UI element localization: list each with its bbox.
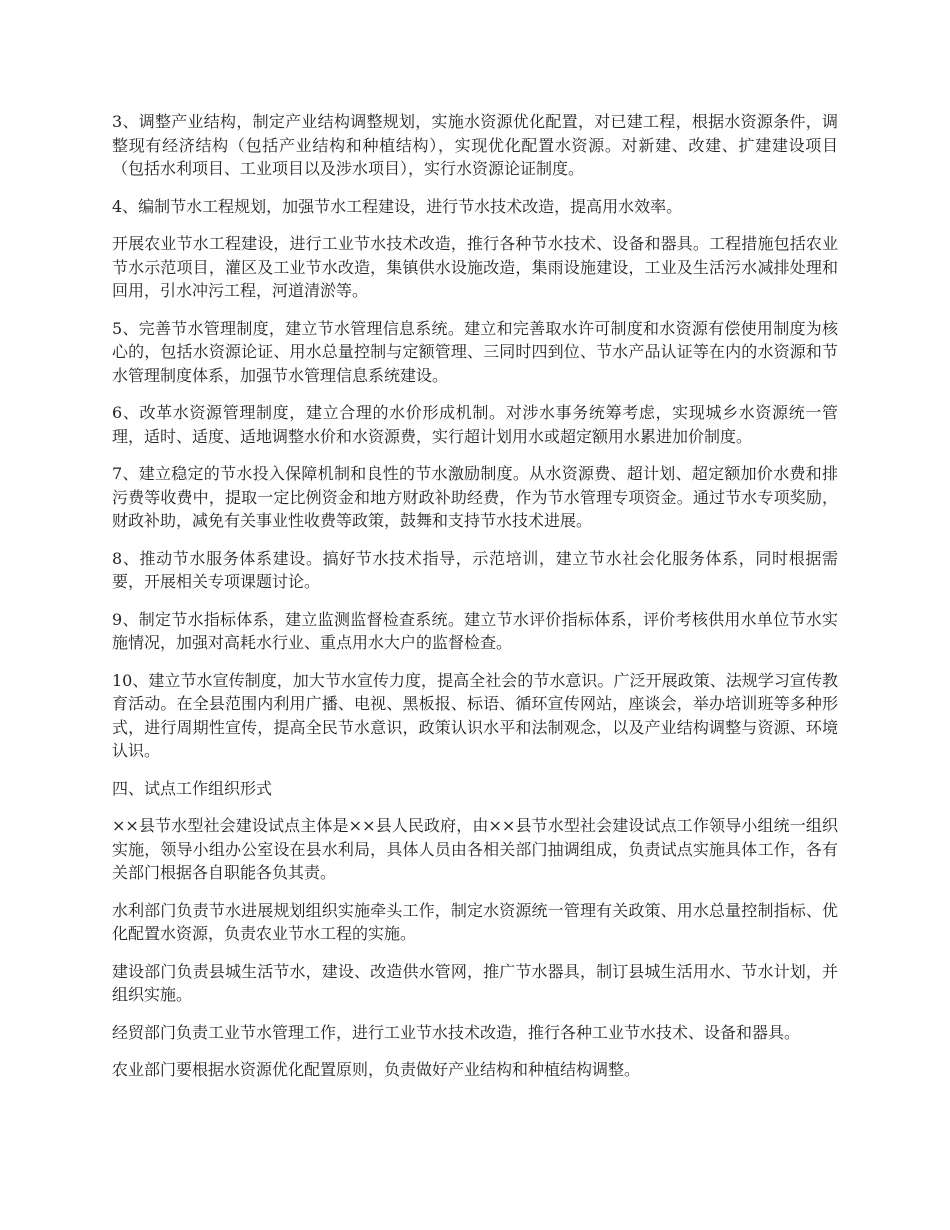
paragraph-water-conservancy-dept: 水利部门负责节水进展规划组织实施牵头工作，制定水资源统一管理有关政策、用水总量控制指标、优化配置水资源，负责农业节水工程的实施。 [112, 900, 838, 943]
section-heading-organization: 四、试点工作组织形式 [112, 778, 273, 798]
paragraph-economic-trade-dept: 经贸部门负责工业节水管理工作，进行工业节水技术改造，推行各种工业节水技术、设备和器具。 [112, 1022, 801, 1042]
paragraph-item-6-water-price: 6、改革水资源管理制度，建立合理的水价形成机制。对涉水事务统筹考虑，实现城乡水资源统一管理，适时、适度、适地调整水价和水资源费，实行超计划用水或超定额用水累进加价制度。 [112, 403, 838, 446]
paragraph-item-10-publicity: 10、建立节水宣传制度，加大节水宣传力度，提高全社会的节水意识。广泛开展政策、法规学习宣传教育活动。在全县范围内利用广播、电视、黑板报、标语、循环宣传网站，座谈会，举办培训班等多种形式，进行周期性宣传，提高全民节水意识，政策认识水平和法制观念，以及产业结构调整与资源、环境认识。 [112, 670, 838, 760]
paragraph-item-4-water-saving-engineering: 4、编制节水工程规划，加强节水工程建设，进行节水技术改造，提高用水效率。 [112, 196, 683, 216]
paragraph-construction-dept: 建设部门负责县城生活节水，建设、改造供水管网，推广节水器具，制订县城生活用水、节水计划，并组织实施。 [112, 961, 838, 1004]
paragraph-item-5-management-system: 5、完善节水管理制度，建立节水管理信息系统。建立和完善取水许可制度和水资源有偿使用制度为核心的，包括水资源论证、用水总量控制与定额管理、三同时四到位、节水产品认证等在内的水资源和节水管理制度体系，加强节水管理信息系统建设。 [112, 318, 838, 385]
paragraph-pilot-subject: ××县节水型社会建设试点主体是××县人民政府，由××县节水型社会建设试点工作领导小组统一组织实施，领导小组办公室设在县水利局，具体人员由各相关部门抽调组成，负责试点实施具体工作，各有关部门根据各自职能各负其责。 [112, 816, 838, 882]
paragraph-agriculture-dept: 农业部门要根据水资源优化配置原则，负责做好产业结构和种植结构调整。 [112, 1060, 641, 1079]
paragraph-item-9-indicator-system: 9、制定节水指标体系，建立监测监督检查系统。建立节水评价指标体系，评价考核供用水单位节水实施情况，加强对高耗水行业、重点用水大户的监督检查。 [112, 609, 838, 652]
paragraph-item-8-service-system: 8、推动节水服务体系建设。搞好节水技术指导，示范培训，建立节水社会化服务体系，同时根据需要，开展相关专项课题讨论。 [112, 548, 838, 591]
paragraph-item-3-adjust-industry: 3、调整产业结构，制定产业结构调整规划，实施水资源优化配置，对已建工程，根据水资源条件，调整现有经济结构（包括产业结构和种植结构），实现优化配置水资源。对新建、改建、扩建建设项目（包括水利项目、工业项目以及涉水项目），实行水资源论证制度。 [112, 112, 838, 178]
paragraph-engineering-measures: 开展农业节水工程建设，进行工业节水技术改造，推行各种节水技术、设备和器具。工程措施包括农业节水示范项目，灌区及工业节水改造，集镇供水设施改造，集雨设施建设，工业及生活污水减排处理和回用，引水冲污工程，河道清淤等。 [112, 234, 838, 300]
paragraph-item-7-investment-incentive: 7、建立稳定的节水投入保障机制和良性的节水激励制度。从水资源费、超计划、超定额加价水费和排污费等收费中，提取一定比例资金和地方财政补助经费，作为节水管理专项资金。通过节水专项奖励，财政补助，减免有关事业性收费等政策，鼓舞和支持节水技术进展。 [112, 464, 838, 530]
